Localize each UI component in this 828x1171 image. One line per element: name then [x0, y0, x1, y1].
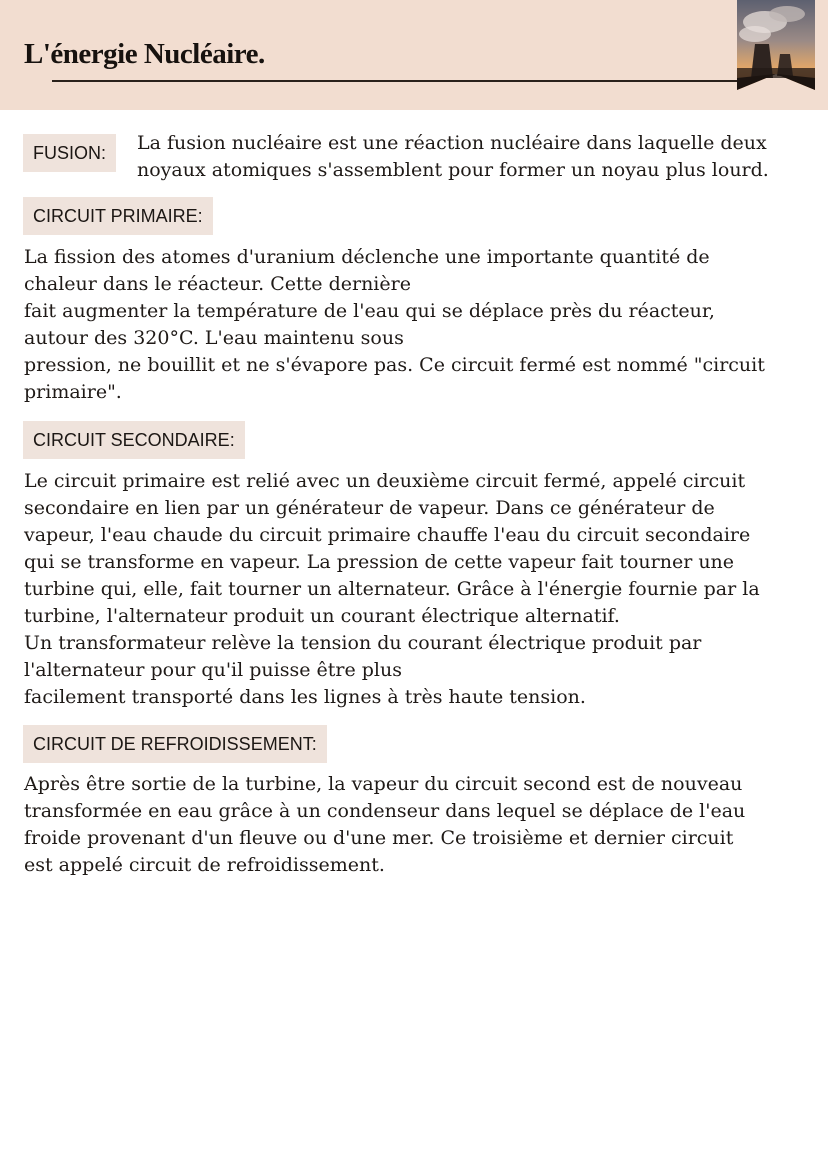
text-line: facilement transporté dans les lignes à très haute tension. [24, 686, 586, 708]
text-line: autour des 320°C. L'eau maintenu sous [24, 327, 404, 349]
text-line: qui se transforme en vapeur. La pression de cette vapeur fait tourner une [24, 551, 735, 573]
text-line: La fission des atomes d'uranium déclenche une importante quantité de [24, 246, 710, 268]
nuclear-plant-sunset-illustration [737, 0, 815, 90]
section-label-fusion: FUSION: [23, 134, 116, 172]
page-header [0, 0, 828, 110]
section-text-circuit-primaire [24, 244, 792, 406]
text-line: secondaire en lien par un générateur de vapeur. Dans ce générateur de [24, 497, 715, 519]
text-line: froide provenant d'un fleuve ou d'une mer. Ce troisième et dernier circuit [24, 827, 734, 849]
text-line: l'alternateur pour qu'il puisse être plus [24, 659, 402, 681]
text-line: primaire". [24, 381, 122, 403]
text-line: La fusion nucléaire est une réaction nucléaire dans laquelle deux [137, 132, 767, 154]
section-label-circuit-secondaire: CIRCUIT SECONDAIRE: [23, 421, 245, 459]
section-label-circuit-refroidissement: CIRCUIT DE REFROIDISSEMENT: [23, 725, 327, 763]
text-line: noyaux atomiques s'assemblent pour former un noyau plus lourd. [137, 159, 769, 181]
text-line: turbine, l'alternateur produit un courant électrique alternatif. [24, 605, 620, 627]
page-title: L'énergie Nucléaire. [24, 38, 265, 70]
text-line: chaleur dans le réacteur. Cette dernière [24, 273, 411, 295]
text-line: vapeur, l'eau chaude du circuit primaire chauffe l'eau du circuit secondaire [24, 524, 751, 546]
text-line: Le circuit primaire est relié avec un deuxième circuit fermé, appelé circuit [24, 470, 746, 492]
text-line: est appelé circuit de refroidissement. [24, 854, 385, 876]
text-line: turbine qui, elle, fait tourner un alternateur. Grâce à l'énergie fournie par la [24, 578, 760, 600]
text-line: transformée en eau grâce à un condenseur dans lequel se déplace de l'eau [24, 800, 746, 822]
section-text-circuit-refroidissement [24, 771, 792, 879]
section-label-circuit-primaire: CIRCUIT PRIMAIRE: [23, 197, 213, 235]
section-text-fusion [137, 130, 797, 184]
title-underline [52, 80, 737, 82]
text-line: Après être sortie de la turbine, la vapeur du circuit second est de nouveau [24, 773, 743, 795]
text-line: Un transformateur relève la tension du courant électrique produit par [24, 632, 702, 654]
section-text-circuit-secondaire [24, 468, 792, 711]
text-line: pression, ne bouillit et ne s'évapore pas. Ce circuit fermé est nommé "circuit [24, 354, 765, 376]
text-line: fait augmenter la température de l'eau qui se déplace près du réacteur, [24, 300, 715, 322]
nuclear-plant-image [737, 0, 815, 90]
